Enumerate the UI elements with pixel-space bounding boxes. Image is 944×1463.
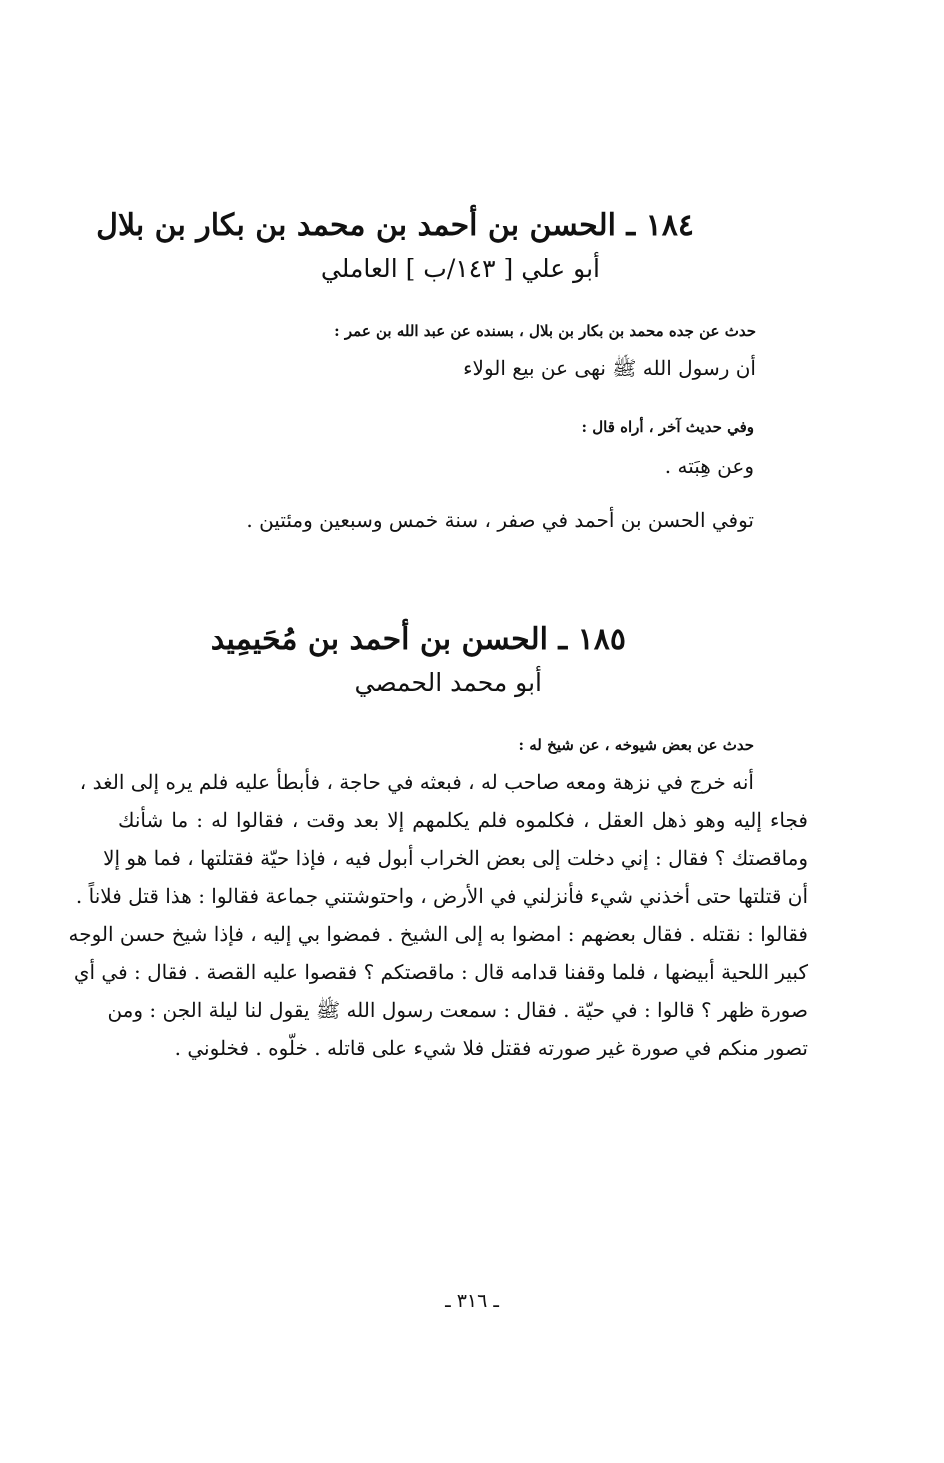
entry-184-subtitle: أبو علي [ ١٤٣/ب ] العاملي [320, 254, 600, 283]
entry-185-title: ١٨٥ ـ الحسن بن أحمد بن مُحَيمِيد [210, 622, 626, 657]
entry-184-addition: وعن هِبَته . [664, 454, 754, 478]
entry-184-isnad: حدث عن جده محمد بن بكار بن بلال ، بسنده عن عبد الله بن عمر : [334, 322, 756, 340]
entry-185-text-line: صورة ظهر ؟ قالوا : في حيّة . فقال : سمعت رسول الله ﷺ يقول لنا ليلة الجن : ومن [107, 998, 808, 1022]
entry-185-text-line: أنه خرج في نزهة ومعه صاحب له ، فبعثه في حاجة ، فأبطأ عليه فلم يره إلى الغد ، [79, 770, 754, 794]
entry-185-text-line: كبير اللحية أبيضها ، فلما وقفنا قدامه قال : ماقصتكم ؟ فقصوا عليه القصة . فقال : في أي [73, 960, 808, 984]
entry-184-death-note: توفي الحسن بن أحمد في صفر ، سنة خمس وسبعين ومئتين . [246, 508, 754, 532]
entry-185-text-line: أن قتلتها حتى أخذني شيء فأنزلني في الأرض ، واحتوشتني جماعة فقالوا : هذا قتل فلاناً . [75, 884, 808, 908]
entry-184-title: ١٨٤ ـ الحسن بن أحمد بن محمد بن بكار بن بلال [96, 208, 694, 243]
entry-184-hadith: أن رسول الله ﷺ نهى عن بيع الولاء [463, 356, 756, 380]
page-number: ـ ٣١٦ ـ [445, 1290, 499, 1312]
entry-185-isnad: حدث عن بعض شيوخه ، عن شيخ له : [518, 736, 754, 754]
entry-185-subtitle: أبو محمد الحمصي [354, 668, 542, 697]
entry-185-text-line: وماقصتك ؟ فقال : إني دخلت إلى بعض الخراب أبول فيه ، فإذا حيّة فقتلتها ، فما هو إلا [103, 846, 808, 870]
entry-184-note: وفي حديث آخر ، أراه قال : [581, 418, 754, 436]
entry-185-text-line: فجاء إليه وهو ذهل العقل ، فكلموه فلم يكلمهم إلا بعد وقت ، فقالوا له : ما شأنك [118, 808, 808, 832]
entry-185-text-line: فقالوا : نقتله . فقال بعضهم : امضوا به إلى الشيخ . فمضوا بي إليه ، فإذا شيخ حسن الوجه [68, 922, 808, 946]
entry-185-text-line: تصور منكم في صورة غير صورته فقتل فلا شيء على قاتله . خلّوه . فخلوني . [174, 1036, 808, 1060]
